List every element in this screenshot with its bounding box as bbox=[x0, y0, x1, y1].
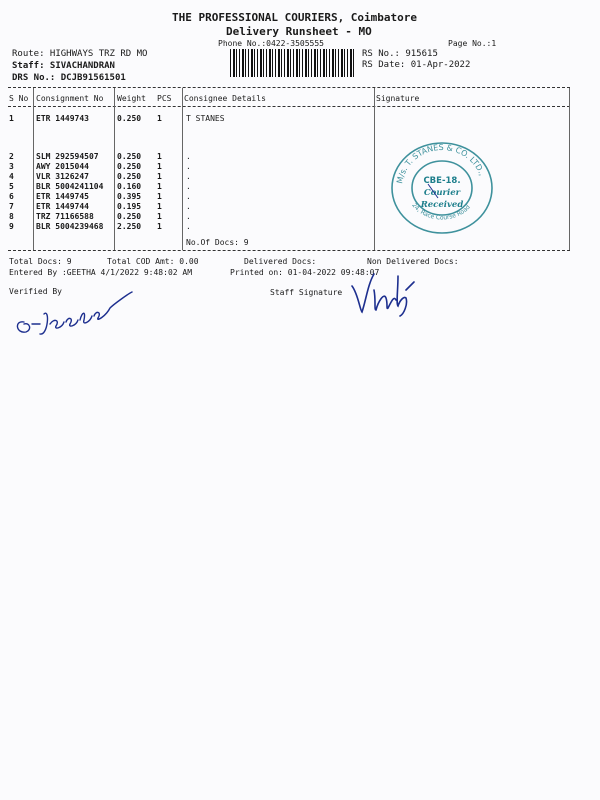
row-2-weight: 0.250 bbox=[117, 152, 142, 161]
total-docs: Total Docs: 9 bbox=[9, 257, 72, 266]
non-delivered-docs: Non Delivered Docs: bbox=[367, 257, 459, 266]
row-3-consignee: . bbox=[186, 162, 191, 171]
column-header-pcs: PCS bbox=[157, 94, 172, 103]
row-1-pcs: 1 bbox=[157, 114, 162, 123]
row-2-pcs: 1 bbox=[157, 152, 162, 161]
row-9-pcs: 1 bbox=[157, 222, 162, 231]
row-3-weight: 0.250 bbox=[117, 162, 142, 171]
row-8-sno: 8 bbox=[9, 212, 14, 221]
row-1-weight: 0.250 bbox=[117, 114, 142, 123]
verified-by-signature bbox=[10, 280, 135, 342]
drs-number: DRS No.: DCJB91561501 bbox=[12, 73, 126, 83]
column-header-signature: Signature bbox=[376, 94, 420, 103]
row-2-consignee: . bbox=[186, 152, 191, 161]
row-5-weight: 0.160 bbox=[117, 182, 142, 191]
stamp-line3: Received bbox=[420, 200, 464, 210]
entered-by: Entered By :GEETHA 4/1/2022 9:48:02 AM bbox=[9, 268, 193, 277]
row-5-consignee: . bbox=[186, 182, 191, 191]
row-3-sno: 3 bbox=[9, 162, 14, 171]
row-7-weight: 0.195 bbox=[117, 202, 142, 211]
column-header-consignee: Consignee Details bbox=[184, 94, 266, 103]
row-6-sno: 6 bbox=[9, 192, 14, 201]
row-5-pcs: 1 bbox=[157, 182, 162, 191]
row-4-weight: 0.250 bbox=[117, 172, 142, 181]
row-6-consignment: ETR 1449745 bbox=[36, 192, 89, 201]
row-9-weight: 2.250 bbox=[117, 222, 142, 231]
column-header-weight: Weight bbox=[117, 94, 146, 103]
stamp-ring-text: M/s. T. STANES & CO. LTD., bbox=[395, 142, 487, 185]
delivered-docs: Delivered Docs: bbox=[244, 257, 317, 266]
row-1-sno: 1 bbox=[9, 114, 14, 123]
barcode bbox=[230, 49, 354, 77]
table-top-rule bbox=[8, 87, 570, 88]
column-header-sno: S No bbox=[9, 94, 29, 103]
company-name: THE PROFESSIONAL COURIERS, Coimbatore bbox=[172, 11, 418, 24]
staff-signature-label: Staff Signature bbox=[270, 288, 343, 297]
rs-number: RS No.: 915615 bbox=[362, 49, 438, 59]
no-of-docs: No.Of Docs: 9 bbox=[186, 238, 249, 247]
staff-signature bbox=[348, 270, 418, 318]
row-5-consignment: BLR 5004241104 bbox=[36, 182, 104, 191]
row-4-consignee: . bbox=[186, 172, 191, 181]
row-9-consignment: BLR 5004239468 bbox=[36, 222, 104, 231]
column-header-consignment: Consignment No bbox=[36, 94, 104, 103]
stamp-line1: CBE-18. bbox=[423, 176, 461, 186]
row-6-pcs: 1 bbox=[157, 192, 162, 201]
table-bottom-rule bbox=[8, 250, 570, 251]
column-divider bbox=[114, 88, 115, 250]
row-7-pcs: 1 bbox=[157, 202, 162, 211]
printed-on: Printed on: 01-04-2022 09:48:07 bbox=[230, 268, 380, 277]
row-1-consignment: ETR 1449743 bbox=[36, 114, 89, 123]
row-7-sno: 7 bbox=[9, 202, 14, 211]
verified-by-label: Verified By bbox=[9, 287, 62, 296]
staff: Staff: SIVACHANDRAN bbox=[12, 61, 115, 71]
row-3-consignment: AWY 2015044 bbox=[36, 162, 89, 171]
table-header-rule bbox=[8, 106, 570, 107]
document-title: Delivery Runsheet - MO bbox=[226, 25, 372, 38]
row-1-consignee: T STANES bbox=[186, 114, 225, 123]
row-8-pcs: 1 bbox=[157, 212, 162, 221]
column-divider bbox=[569, 88, 570, 250]
page-number: Page No.:1 bbox=[448, 39, 497, 48]
courier-received-stamp bbox=[388, 140, 496, 236]
total-cod-amount: Total COD Amt: 0.00 bbox=[107, 257, 199, 266]
row-8-consignee: . bbox=[186, 212, 191, 221]
column-divider bbox=[374, 88, 375, 250]
row-4-consignment: VLR 3126247 bbox=[36, 172, 89, 181]
stamp-line2: Courier bbox=[423, 188, 461, 198]
phone-number: Phone No.:0422-3505555 bbox=[218, 39, 324, 48]
row-6-weight: 0.395 bbox=[117, 192, 142, 201]
row-3-pcs: 1 bbox=[157, 162, 162, 171]
route: Route: HIGHWAYS TRZ RD MO bbox=[12, 49, 148, 59]
row-9-consignee: . bbox=[186, 222, 191, 231]
row-7-consignee: . bbox=[186, 202, 191, 211]
row-6-consignee: . bbox=[186, 192, 191, 201]
row-8-weight: 0.250 bbox=[117, 212, 142, 221]
row-2-consignment: SLM 292594507 bbox=[36, 152, 99, 161]
row-4-sno: 4 bbox=[9, 172, 14, 181]
row-4-pcs: 1 bbox=[157, 172, 162, 181]
row-9-sno: 9 bbox=[9, 222, 14, 231]
rs-date: RS Date: 01-Apr-2022 bbox=[362, 60, 471, 70]
row-5-sno: 5 bbox=[9, 182, 14, 191]
row-8-consignment: TRZ 71166588 bbox=[36, 212, 94, 221]
column-divider bbox=[182, 88, 183, 250]
row-2-sno: 2 bbox=[9, 152, 14, 161]
column-divider bbox=[33, 88, 34, 250]
stamp-bottom-text: 24, Race Course Road bbox=[410, 201, 472, 222]
row-7-consignment: ETR 1449744 bbox=[36, 202, 89, 211]
